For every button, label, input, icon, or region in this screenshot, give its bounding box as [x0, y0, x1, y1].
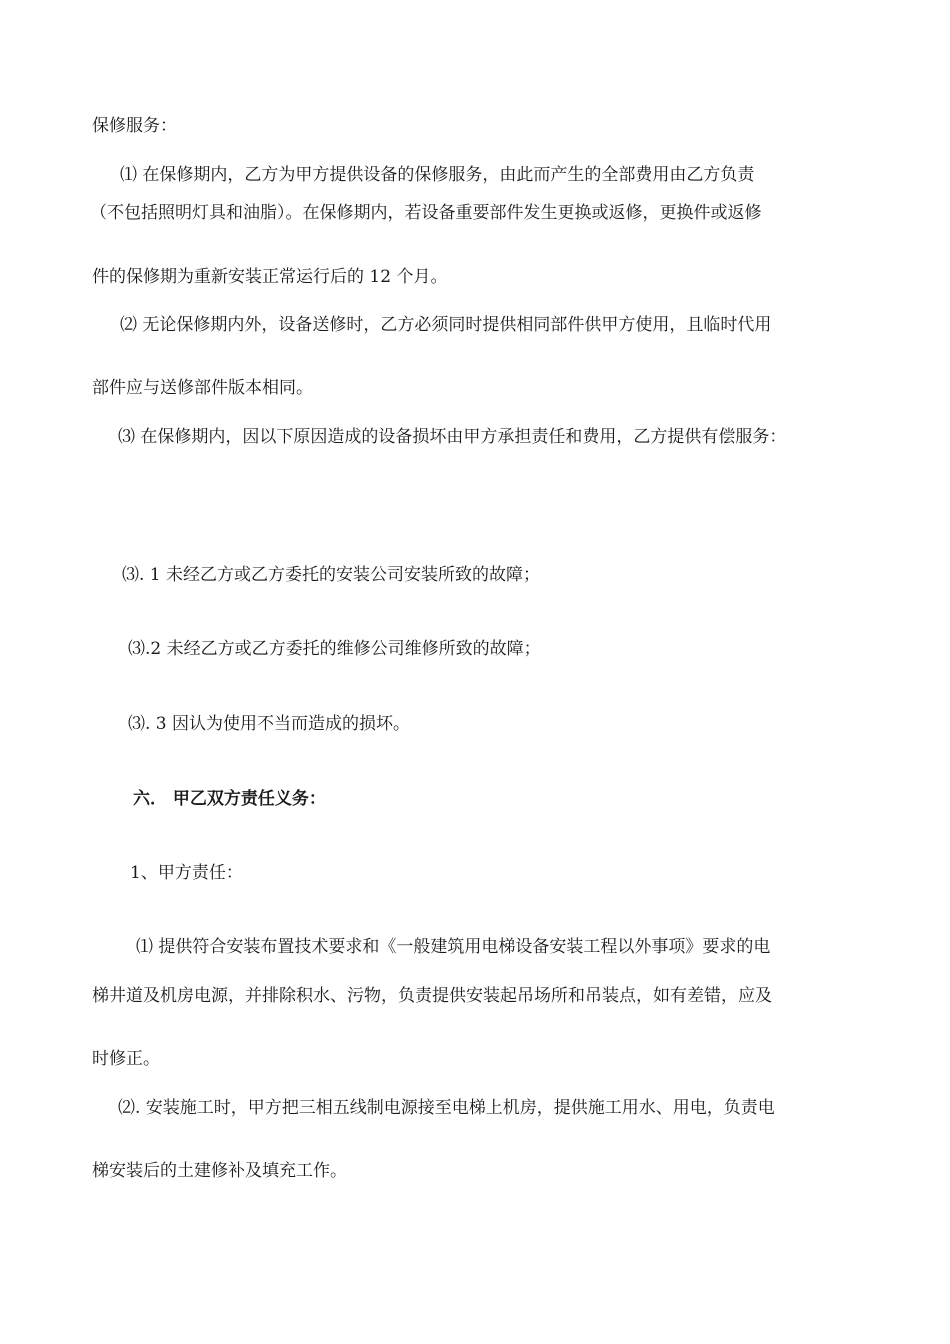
item3-line1: ⑶ 在保修期内，因以下原因造成的设备损坏由甲方承担责任和费用，乙方提供有偿服务： — [118, 427, 787, 447]
item1-line3: 件的保修期为重新安装正常运行后的 12 个月。 — [92, 267, 448, 287]
a-item1-line3: 时修正。 — [92, 1049, 160, 1069]
warranty-heading: 保修服务： — [92, 116, 177, 136]
item1-line1: ⑴ 在保修期内，乙方为甲方提供设备的保修服务，由此而产生的全部费用由乙方负责 — [120, 165, 755, 185]
section6-heading: 六． 甲乙双方责任义务： — [133, 789, 326, 809]
item3-2: ⑶.2 未经乙方或乙方委托的维修公司维修所致的故障； — [128, 639, 541, 659]
item1-line2: （不包括照明灯具和油脂）。在保修期内，若设备重要部件发生更换或返修，更换件或返修 — [90, 203, 762, 223]
a-item2-line2: 梯安装后的土建修补及填充工作。 — [92, 1161, 347, 1181]
item3-1: ⑶. 1 未经乙方或乙方委托的安装公司安装所致的故障； — [122, 565, 541, 585]
item2-line1: ⑵ 无论保修期内外，设备送修时，乙方必须同时提供相同部件供甲方使用，且临时代用 — [120, 315, 772, 335]
item2-line2: 部件应与送修部件版本相同。 — [92, 378, 313, 398]
a-item1-line2: 梯井道及机房电源，并排除积水、污物，负责提供安装起吊场所和吊装点，如有差错，应及 — [92, 986, 772, 1006]
a-item2-line1: ⑵. 安装施工时，甲方把三相五线制电源接至电梯上机房，提供施工用水、用电，负责电 — [118, 1098, 775, 1118]
party-a-heading: 1、甲方责任： — [130, 863, 243, 883]
item3-3: ⑶. 3 因认为使用不当而造成的损坏。 — [128, 714, 411, 734]
a-item1-line1: ⑴ 提供符合安装布置技术要求和《一般建筑用电梯设备安装工程以外事项》要求的电 — [136, 937, 771, 957]
